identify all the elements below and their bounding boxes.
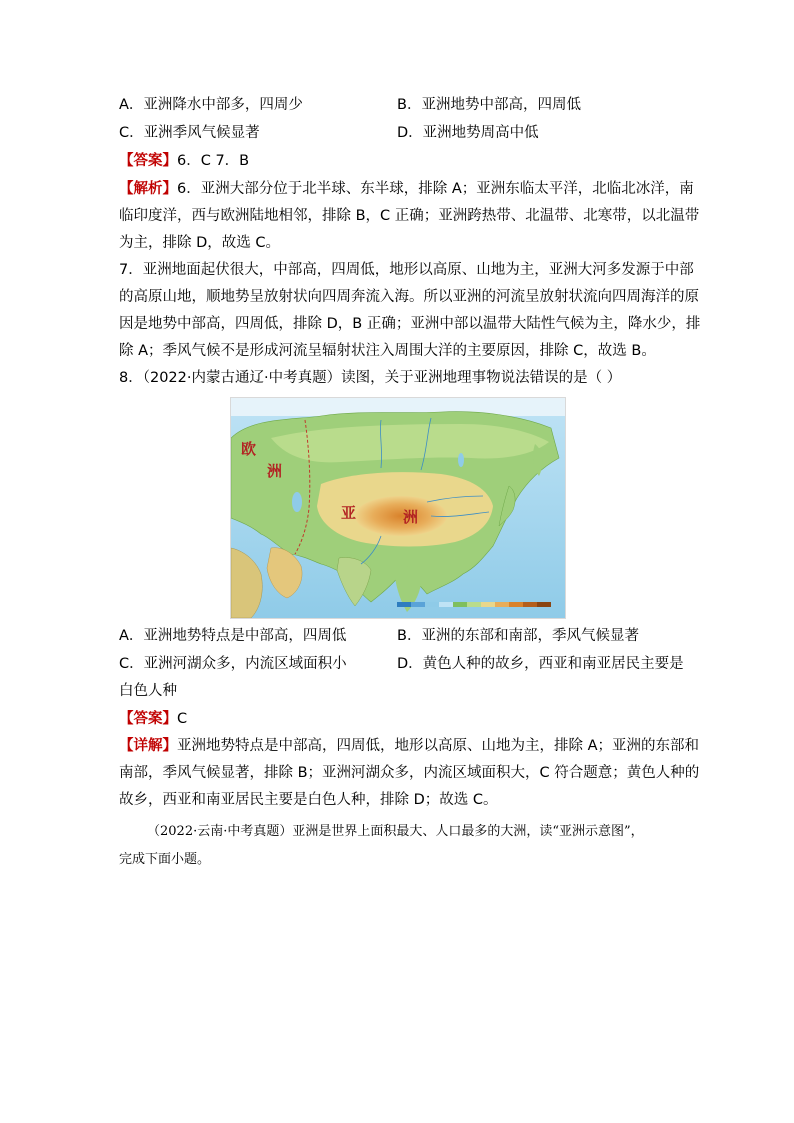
legend-swatch bbox=[411, 602, 425, 607]
asia-physical-map bbox=[230, 397, 566, 619]
detail-tag: 【详解】 bbox=[119, 738, 177, 754]
analysis-67-line3: 为主，排除 D，故选 C。 bbox=[119, 235, 281, 251]
detail-8-line1 bbox=[119, 737, 699, 755]
analysis-67-line7: 除 A；季风气候不是形成河流呈辐射状注入周围大洋的主要原因，排除 C，故选 B。 bbox=[119, 343, 656, 359]
q8-option-d-cont: 白色人种 bbox=[119, 683, 177, 699]
analysis-67-line5: 的高原山地，顺地势呈放射状向四周奔流入海。所以亚洲的河流呈放射状流向四周海洋的原 bbox=[119, 289, 699, 305]
lake-baikal bbox=[458, 453, 464, 467]
legend-swatch bbox=[439, 602, 453, 607]
q7-option-a: A．亚洲降水中部多，四周少 bbox=[119, 97, 303, 113]
legend-swatch bbox=[509, 602, 523, 607]
detail-text-1: 亚洲地势特点是中部高，四周低，地形以高原、山地为主，排除 A；亚洲的东部和 bbox=[177, 738, 700, 754]
legend-swatch bbox=[397, 602, 411, 607]
analysis-67-line6: 因是地势中部高，四周低，排除 D，B 正确；亚洲中部以温带大陆性气候为主，降水少，排 bbox=[119, 316, 701, 332]
q8-option-d: D．黄色人种的故乡，西亚和南亚居民主要是 bbox=[397, 656, 684, 672]
q7-option-c: C．亚洲季风气候显著 bbox=[119, 125, 260, 141]
legend-swatch bbox=[481, 602, 495, 607]
analysis-tag: 【解析】 bbox=[119, 181, 177, 197]
next-intro-line1: （2022·云南·中考真题）亚洲是世界上面积最大、人口最多的大洲，读“亚洲示意图”， bbox=[147, 824, 644, 839]
map-svg bbox=[231, 398, 565, 618]
caspian-sea bbox=[292, 492, 302, 512]
answer-text: 6．C 7．B bbox=[177, 153, 250, 169]
q8-option-b: B．亚洲的东部和南部，季风气候显著 bbox=[397, 628, 639, 644]
legend-swatch bbox=[523, 602, 537, 607]
q8-option-c: C．亚洲河湖众多，内流区域面积小 bbox=[119, 656, 347, 672]
answer-tag: 【答案】 bbox=[119, 153, 177, 169]
q8-option-a: A．亚洲地势特点是中部高，四周低 bbox=[119, 628, 347, 644]
label-asia-2: 洲 bbox=[403, 508, 419, 526]
detail-8-line3: 故乡，西亚和南亚居民主要是白色人种，排除 D；故选 C。 bbox=[119, 792, 498, 808]
analysis-67-line4: 7．亚洲地面起伏很大，中部高，四周低，地形以高原、山地为主，亚洲大河多发源于中部 bbox=[119, 262, 694, 278]
analysis-67-line1 bbox=[119, 180, 694, 198]
label-europe-1: 欧 bbox=[241, 440, 257, 458]
legend-swatch bbox=[453, 602, 467, 607]
answer-8 bbox=[119, 710, 187, 728]
elevation-legend bbox=[397, 602, 551, 607]
answer-8-tag: 【答案】 bbox=[119, 711, 177, 727]
q7-option-b: B．亚洲地势中部高，四周低 bbox=[397, 97, 581, 113]
legend-swatch bbox=[467, 602, 481, 607]
label-europe-2: 洲 bbox=[267, 462, 283, 480]
analysis-text-1: 6．亚洲大部分位于北半球、东半球，排除 A；亚洲东临太平洋，北临北冰洋，南 bbox=[177, 181, 694, 197]
q7-option-d: D．亚洲地势周高中低 bbox=[397, 125, 539, 141]
legend-swatch bbox=[425, 602, 439, 607]
next-intro-line2: 完成下面小题。 bbox=[119, 852, 211, 867]
legend-swatch bbox=[537, 602, 551, 607]
q8-stem: 8．（2022·内蒙古通辽·中考真题）读图，关于亚洲地理事物说法错误的是（ ） bbox=[119, 370, 622, 386]
answer-8-text: C bbox=[177, 711, 188, 727]
answer-67 bbox=[119, 152, 249, 170]
label-asia-1: 亚 bbox=[341, 504, 357, 522]
legend-swatch bbox=[495, 602, 509, 607]
detail-8-line2: 南部，季风气候显著，排除 B；亚洲河湖众多，内流区域面积大，C 符合题意；黄色人种的 bbox=[119, 765, 700, 781]
analysis-67-line2: 临印度洋，西与欧洲陆地相邻，排除 B，C 正确；亚洲跨热带、北温带、北寒带，以北温带 bbox=[119, 208, 700, 224]
